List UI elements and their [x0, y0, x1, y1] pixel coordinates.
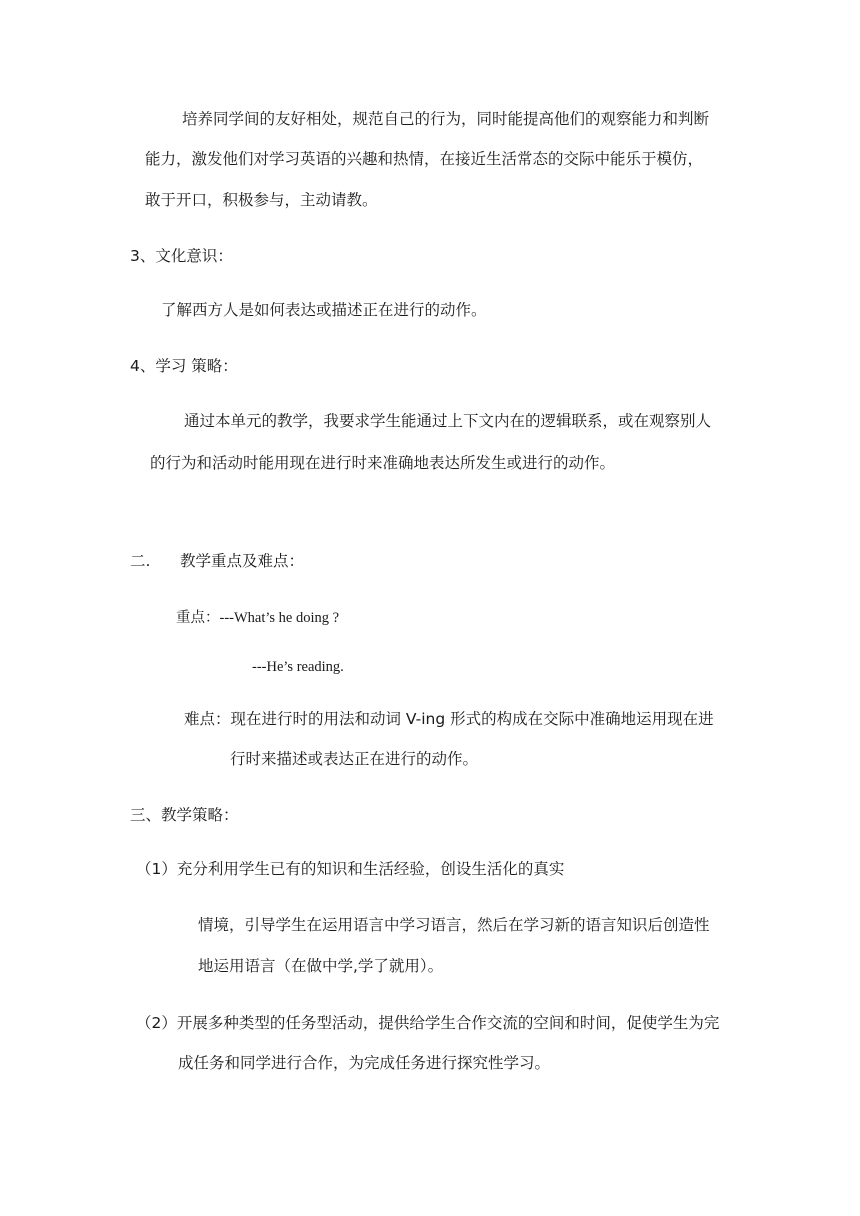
paragraph-strategy-line-1: 通过本单元的教学，我要求学生能通过上下文内在的逻辑联系，或在观察别人	[184, 412, 712, 430]
key-point-label	[176, 608, 339, 628]
difficulty-line-1: 难点：现在进行时的用法和动词 V-ing 形式的构成在交际中准确地运用现在进	[184, 710, 714, 728]
strategy-1-line-2: 情境，引导学生在运用语言中学习语言，然后在学习新的语言知识后创造性	[198, 916, 710, 934]
paragraph-strategy-line-2: 的行为和活动时能用现在进行时来准确地表达所发生或进行的动作。	[150, 454, 616, 472]
difficulty-line-2: 行时来描述或表达正在进行的动作。	[230, 750, 479, 768]
heading-learning-strategy: 4、学习 策略：	[130, 357, 238, 375]
key-point-label-text: 重点：	[176, 610, 220, 626]
paragraph-goal-line-1: 培养同学间的友好相处，规范自己的行为，同时能提高他们的观察能力和判断	[182, 110, 710, 128]
paragraph-goal-line-3: 敢于开口，积极参与，主动请教。	[145, 191, 378, 209]
section-heading-strategies: 三、教学策略：	[130, 806, 239, 824]
section-heading-key-points: 二. 教学重点及难点：	[130, 552, 304, 570]
strategy-2-line-1: （2）开展多种类型的任务型活动，提供给学生合作交流的空间和时间，促使学生为完	[136, 1014, 720, 1032]
paragraph-goal-line-2: 能力，激发他们对学习英语的兴趣和热情，在接近生活常态的交际中能乐于模仿，	[145, 150, 704, 168]
strategy-2-line-2: 成任务和同学进行合作，为完成任务进行探究性学习。	[178, 1054, 551, 1072]
key-point-question: ---What’s he doing ?	[219, 610, 340, 626]
heading-cultural-awareness: 3、文化意识：	[130, 247, 233, 265]
strategy-1-line-3: 地运用语言（在做中学,学了就用）。	[198, 957, 444, 975]
strategy-1-line-1: （1）充分利用学生已有的知识和生活经验，创设生活化的真实	[136, 860, 565, 878]
paragraph-cultural: 了解西方人是如何表达或描述正在进行的动作。	[161, 301, 487, 319]
key-point-answer: ---He’s reading.	[252, 659, 344, 675]
